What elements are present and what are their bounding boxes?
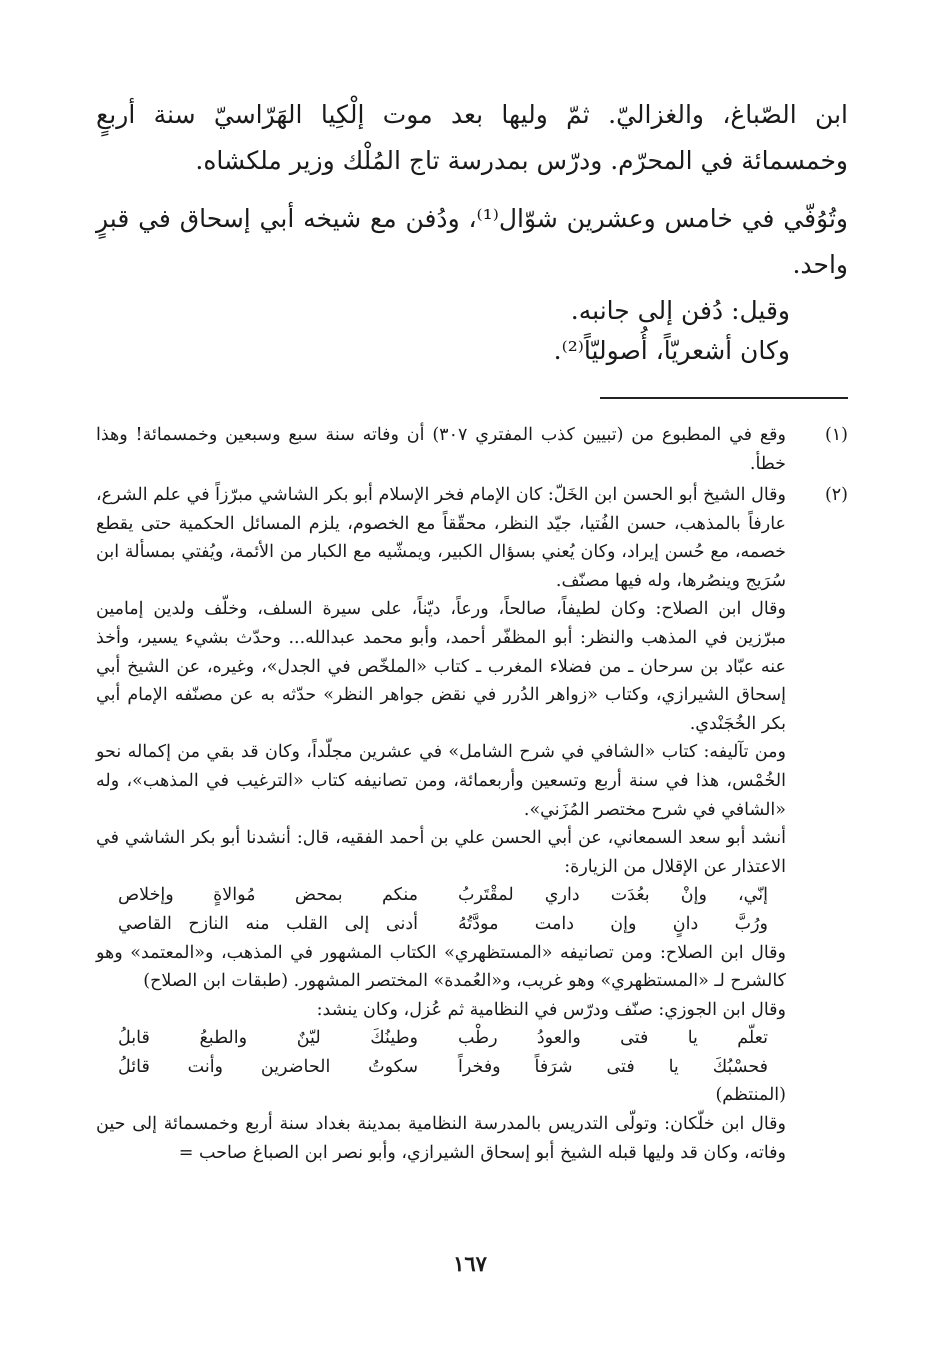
verse-line — [96, 881, 786, 910]
verse-line — [96, 1024, 786, 1053]
verse-hemistich-first: إنّي، وإنْ بعُدَت داري لمقْتَربُ — [458, 885, 768, 906]
footnote-1-text: وقع في المطبوع من (تبيين كذب المفتري ٣٠٧) أن وفاته سنة سبع وسبعين وخمسمائة! وهذا خطأ. — [96, 425, 786, 474]
main-line-4: وكان أشعريّاً، أُصوليّاً⁽²⁾. — [553, 336, 790, 365]
verse-line — [96, 1053, 786, 1082]
verse-hemistich-second: أدنى إلى القلب منه النازح القاصي — [118, 913, 418, 934]
main-line-3: وقيل: دُفن إلى جانبه. — [570, 296, 790, 325]
verse-hemistich-first: ورُبَّ دانٍ وإن دامت مودَّتُهُ — [458, 913, 768, 934]
verse-hemistich-second: وطينُكَ ليّنٌ والطبعُ قابلُ — [118, 1028, 418, 1049]
verse-hemistich-first: فحسْبُكَ يا فتى شرَفاً وفخراً — [458, 1056, 768, 1077]
footnote-2-paragraph: وقال الشيخ أبو الحسن ابن الخَلّ: كان الإمام فخر الإسلام أبو بكر الشاشي مبرّزاً في علم الشرع، عارفاً بالمذهب، حسن الفُتيا، جيّد النظر، محقّقاً مع الخصوم، يلزم المسائل الحكمية حتى يقطع خصمه، مع حُسن إيراد، وكان يُعني بسؤال الكبير، ويمشّيه مع الكبار من الأئمة، ويُفتي بمسألة ابن سُرَيج وينصُرها، وله فيها مصنّف. — [96, 485, 786, 591]
footnote-1 — [96, 421, 848, 478]
footnote-2-paragraph: وقال ابن الصلاح: وكان لطيفاً، صالحاً، ورعاً، ديّناً، على سيرة السلف، وخلّف ولدين إمامين مبرّزين في المذهب والنظر: أبو المظفّر أحمد، وأبو محمد عبدالله... وحدّث بشيء يسير، وأخذ عنه عبّاد بن سرحان ـ من فضلاء المغرب ـ كتاب «الملخّص في الجدل»، وغيره، عن الشيخ أبي إسحاق الشيرازي، وكتاب «زواهر الدُرر في نقض جواهر النظر» حدّثه به عن مصنّفه الإمام أبي بكر الخُجَنْدي. — [96, 599, 786, 734]
verse-hemistich-second: سكوتُ الحاضرين وأنت قائلُ — [118, 1056, 418, 1077]
footnote-2-paragraph: وقال ابن الصلاح: ومن تصانيفه «المستظهري» الكتاب المشهور في المذهب، و«المعتمد» وهو كالشرح لـ «المستظهري» وهو غريب، و«العُمدة» المختصر المشهور. (طبقات ابن الصلاح) — [96, 942, 786, 992]
main-paragraph-2: وتُوُفّي في خامس وعشرين شوّال⁽¹⁾، ودُفن مع شيخه أبي إسحاق في قبرٍ واحد. — [96, 204, 848, 279]
footnote-2-paragraph: وقال ابن خلّكان: وتولّى التدريس بالمدرسة النظامية بمدينة بغداد سنة أربع وخمسمائة إلى حين وفاته، وكان قد وليها قبله الشيخ أبو إسحاق الشيرازي، وأبو نصر ابن الصباغ صاحب = — [96, 1114, 786, 1163]
main-paragraph-1: ابن الصّباغ، والغزاليّ. ثمّ وليها بعد موت إلْكِيا الهَرّاسيّ سنة أربعٍ وخمسمائة في المحرّم. ودرّس بمدرسة تاج المُلْك وزير ملكشاه. — [96, 100, 848, 175]
footnote-2-paragraph: أنشد أبو سعد السمعاني، عن أبي الحسن علي بن أحمد الفقيه، قال: أنشدنا أبو بكر الشاشي في الاعتذار عن الإقلال من الزيارة: — [96, 828, 786, 877]
footnote-separator — [600, 397, 848, 399]
footnote-2 — [96, 481, 848, 1167]
footnote-2-number: (٢) — [824, 485, 848, 505]
source-citation: (المنتظم) — [715, 1085, 786, 1106]
footnote-2-paragraph: ومن تآليفه: كتاب «الشافي في شرح الشامل» في عشرين مجلّداً، وكان قد بقي من إكماله نحو الخُمْس، هذا في سنة أربع وتسعين وأربعمائة، ومن تصانيفه كتاب «الترغيب في المذهب»، وله «الشافي في شرح مختصر المُزَني». — [96, 742, 786, 820]
verse-line — [96, 910, 786, 939]
footnote-2-paragraph: وقال ابن الجوزي: صنّف ودرّس في النظامية ثم عُزل، وكان ينشد: — [316, 999, 786, 1020]
verse-hemistich-second: منكم بمحض مُوالاةٍ وإخلاص — [118, 885, 418, 906]
page-number: ١٦٧ — [453, 1251, 487, 1276]
footnote-1-number: (١) — [824, 425, 848, 445]
verse-hemistich-first: تعلّم يا فتى والعودُ رطْب — [458, 1028, 768, 1049]
